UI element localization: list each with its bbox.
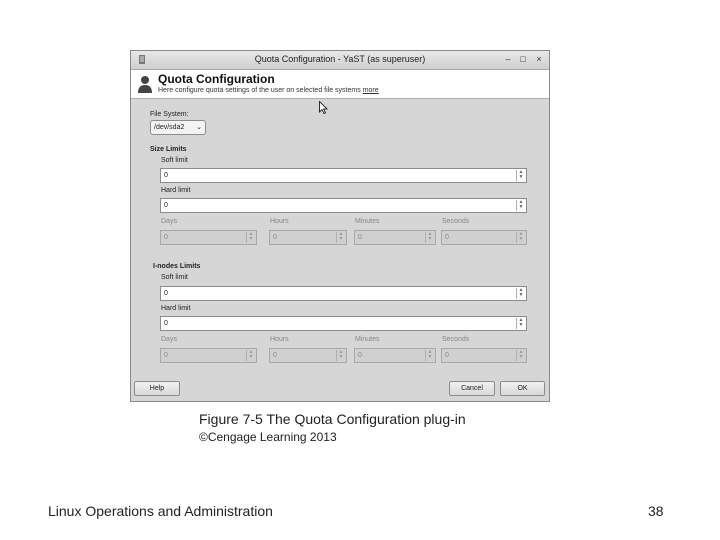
inodes-minutes-input[interactable] [354, 348, 436, 363]
size-soft-value: 0 [164, 172, 168, 179]
filesystem-label: File System: [150, 111, 189, 118]
size-limits-heading: Size Limits [150, 146, 187, 153]
ok-button[interactable]: OK [500, 381, 545, 396]
maximize-icon[interactable]: □ [520, 54, 526, 64]
size-hard-input[interactable] [160, 198, 527, 213]
size-hours-value: 0 [273, 234, 277, 241]
inodes-minutes-value: 0 [358, 352, 362, 359]
dialog-description-text: Here configure quota settings of the user on selected file systems [158, 87, 361, 94]
inodes-hours-input[interactable] [269, 348, 347, 363]
mouse-pointer-icon [319, 101, 328, 114]
size-days-label: Days [161, 218, 177, 225]
spin-icon[interactable]: ▲ ▼ [516, 170, 525, 181]
inodes-seconds-value: 0 [445, 352, 449, 359]
size-minutes-value: 0 [358, 234, 362, 241]
inodes-hard-input[interactable] [160, 316, 527, 331]
cancel-button[interactable]: Cancel [449, 381, 495, 396]
inodes-days-input[interactable] [160, 348, 257, 363]
inodes-minutes-label: Minutes [355, 336, 380, 343]
help-button[interactable]: Help [134, 381, 180, 396]
inodes-hard-value: 0 [164, 320, 168, 327]
spin-icon[interactable]: ▲ ▼ [516, 200, 525, 211]
more-link[interactable]: more [362, 87, 379, 94]
inodes-days-label: Days [161, 336, 177, 343]
title-bar[interactable] [131, 51, 549, 70]
spin-icon[interactable]: ▲ ▼ [425, 232, 434, 243]
spin-icon[interactable]: ▲ ▼ [336, 232, 345, 243]
yast-quota-window [130, 50, 550, 402]
inodes-soft-input[interactable] [160, 286, 527, 301]
inodes-days-value: 0 [164, 352, 168, 359]
spin-icon[interactable]: ▲ ▼ [516, 350, 525, 361]
spin-icon[interactable]: ▲ ▼ [516, 318, 525, 329]
spin-icon[interactable]: ▲ ▼ [336, 350, 345, 361]
spin-icon[interactable]: ▲ ▼ [425, 350, 434, 361]
inodes-hours-label: Hours [270, 336, 289, 343]
size-seconds-label: Seconds [442, 218, 470, 225]
inodes-seconds-label: Seconds [442, 336, 470, 343]
size-days-value: 0 [164, 234, 168, 241]
size-days-input[interactable] [160, 230, 257, 245]
dialog-description [158, 87, 379, 94]
chevron-down-icon: ⌄ [196, 124, 202, 131]
filesystem-select[interactable] [150, 120, 206, 135]
copyright-notice: ©Cengage Learning 2013 [199, 430, 337, 444]
size-minutes-input[interactable] [354, 230, 436, 245]
filesystem-value: /dev/sda2 [154, 124, 185, 131]
dialog-title: Quota Configuration [158, 72, 275, 86]
minimize-icon[interactable]: – [505, 54, 511, 64]
inodes-hard-label: Hard limit [161, 305, 191, 312]
inodes-limits-heading: I-nodes Limits [153, 263, 201, 270]
size-soft-label: Soft limit [161, 157, 188, 164]
size-hard-label: Hard limit [161, 187, 191, 194]
size-minutes-label: Minutes [355, 218, 380, 225]
spin-icon[interactable]: ▲ ▼ [246, 232, 255, 243]
spin-icon[interactable]: ▲ ▼ [516, 288, 525, 299]
size-hours-label: Hours [270, 218, 289, 225]
figure-caption: Figure 7-5 The Quota Configuration plug-in [199, 411, 466, 427]
inodes-soft-label: Soft limit [161, 274, 188, 281]
size-hard-value: 0 [164, 202, 168, 209]
spin-icon[interactable]: ▲ ▼ [246, 350, 255, 361]
page-number: 38 [648, 503, 664, 519]
size-seconds-input[interactable] [441, 230, 527, 245]
user-icon [137, 75, 153, 93]
dialog-header [131, 70, 549, 99]
inodes-seconds-input[interactable] [441, 348, 527, 363]
spin-icon[interactable]: ▲ ▼ [516, 232, 525, 243]
footer-course-title: Linux Operations and Administration [48, 503, 273, 519]
size-seconds-value: 0 [445, 234, 449, 241]
window-title: Quota Configuration - YaST (as superuser) [254, 54, 426, 64]
size-soft-input[interactable] [160, 168, 527, 183]
inodes-hours-value: 0 [273, 352, 277, 359]
inodes-soft-value: 0 [164, 290, 168, 297]
close-icon[interactable]: × [536, 54, 542, 64]
size-hours-input[interactable] [269, 230, 347, 245]
